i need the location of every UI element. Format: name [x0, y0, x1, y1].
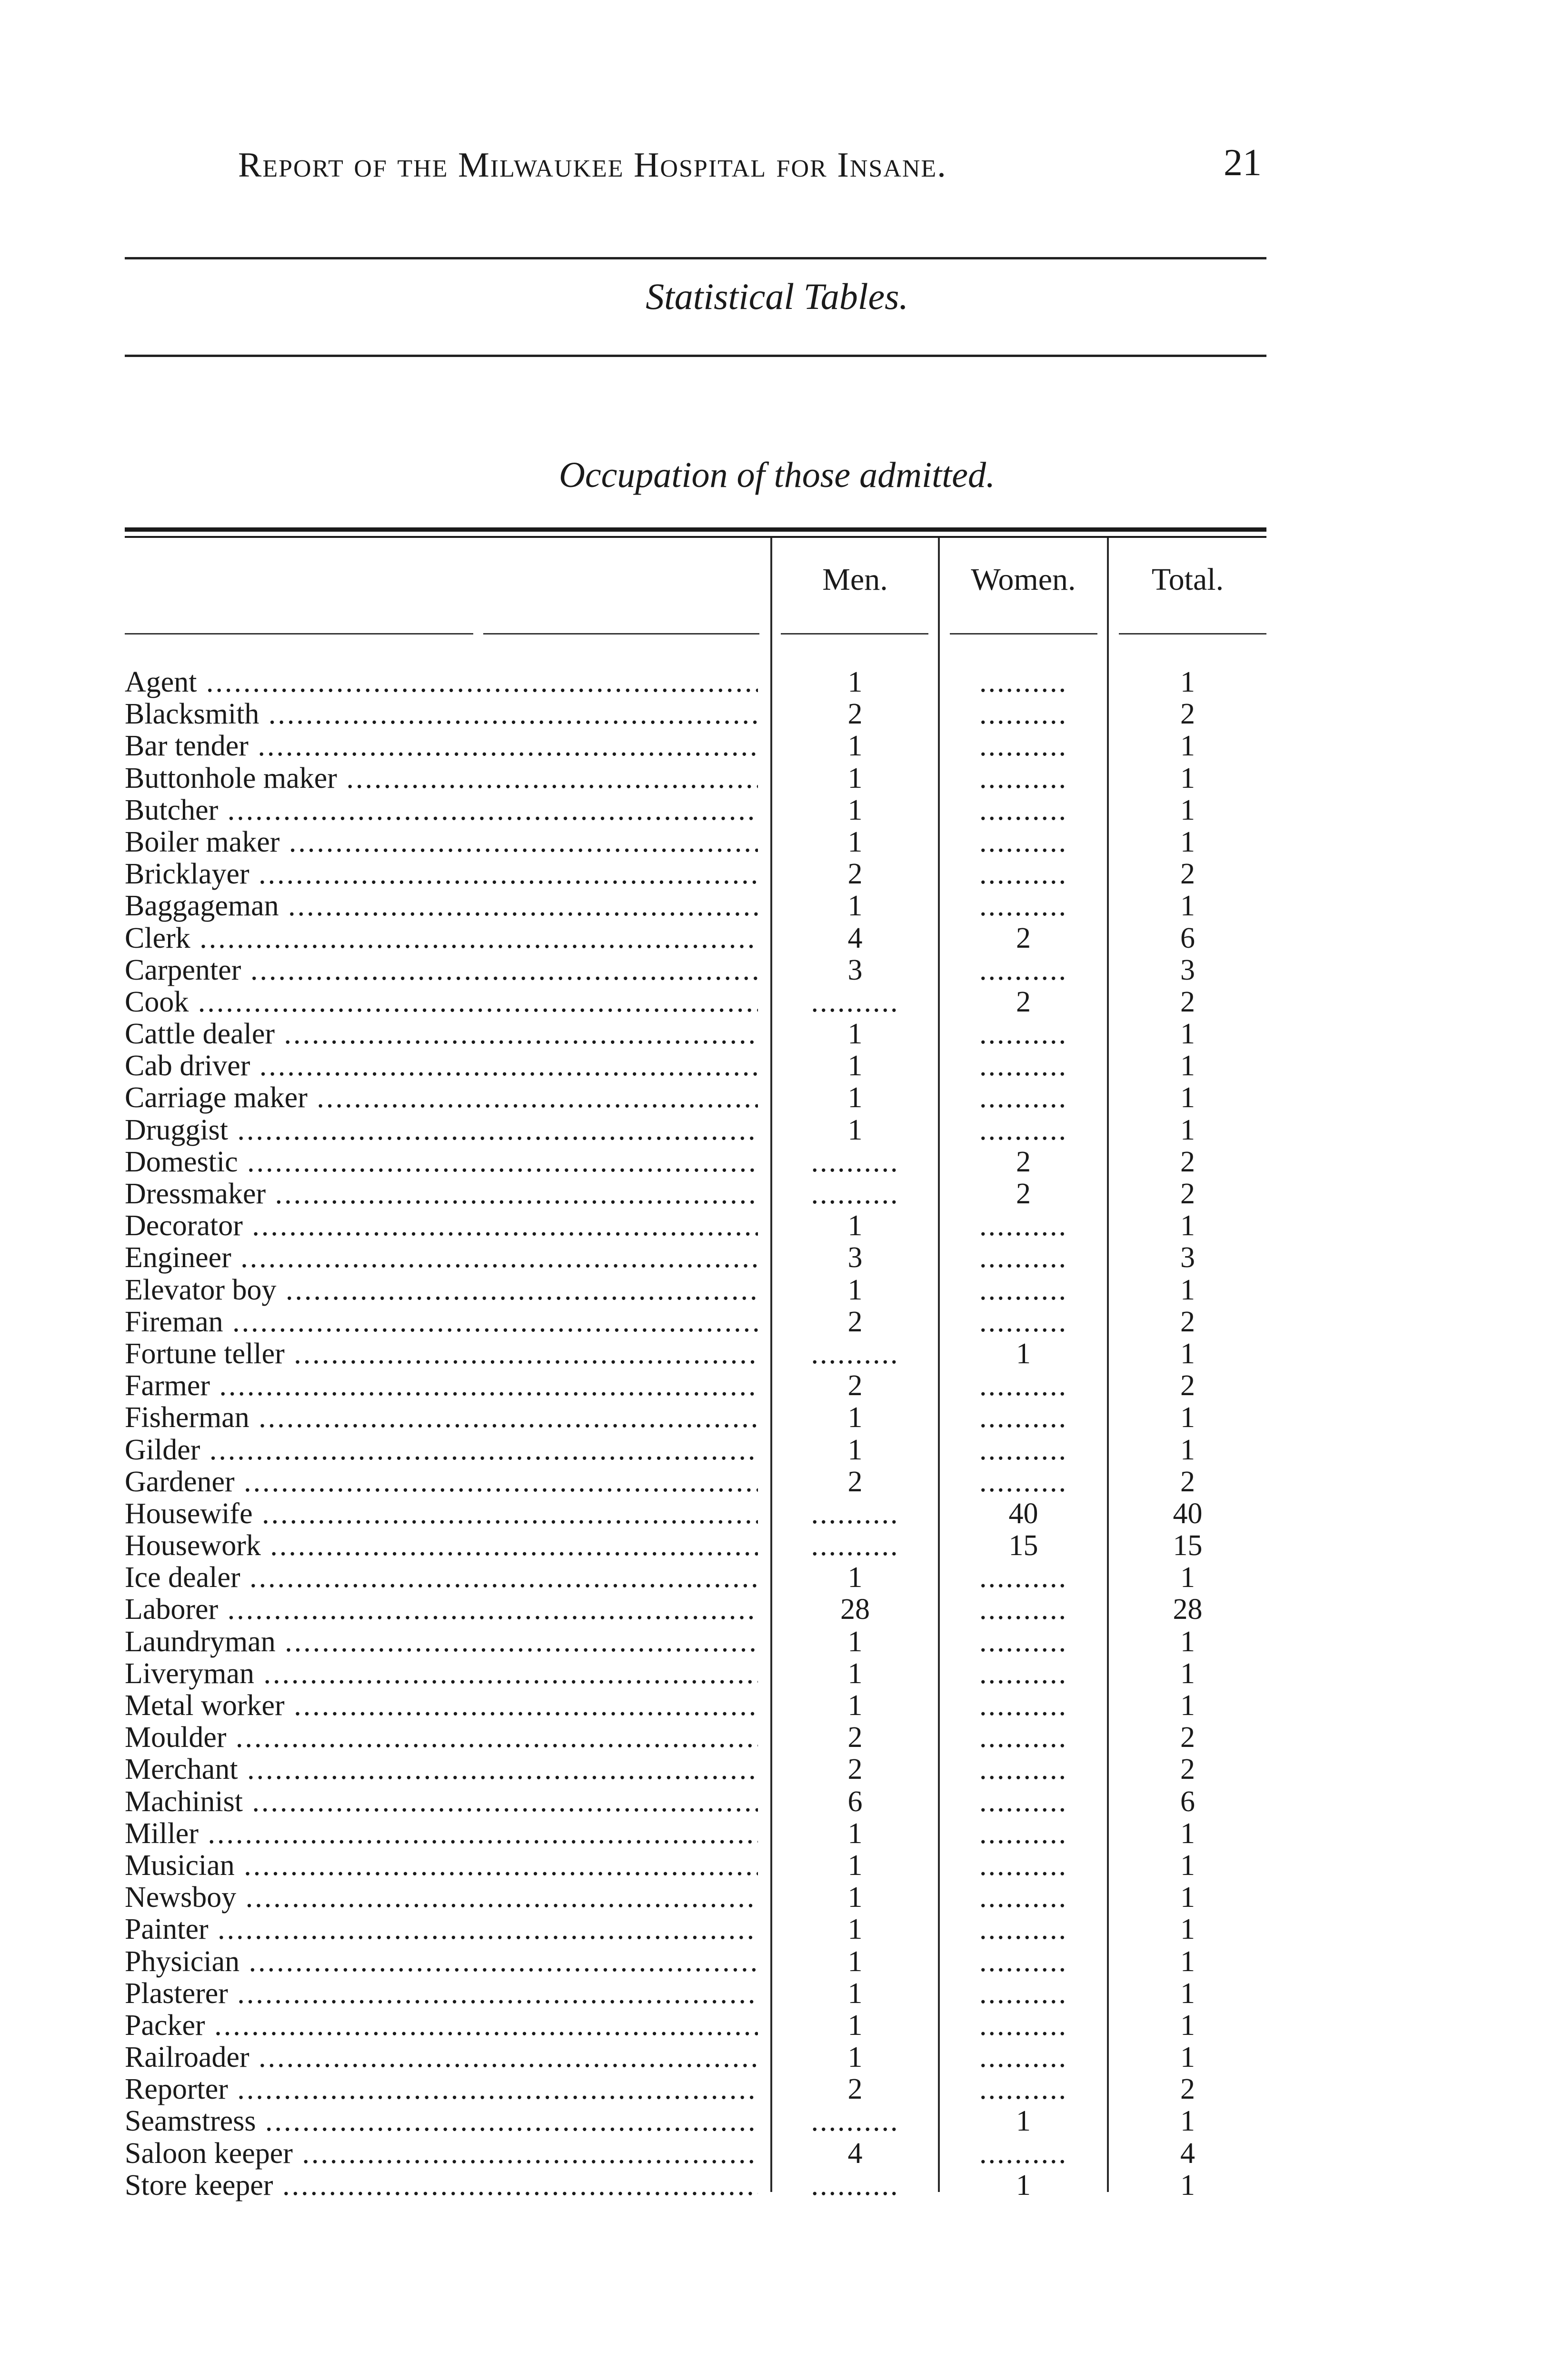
total-count: 1: [1180, 1401, 1195, 1434]
occupation-label: Buttonhole maker .....: [125, 763, 758, 794]
total-count: 1: [1180, 1817, 1195, 1850]
table-row: [125, 1690, 1266, 1722]
total-count: 1: [1180, 1273, 1195, 1306]
men-count: 1: [847, 825, 863, 858]
total-count: 2: [1180, 1178, 1195, 1210]
table-row: [125, 1434, 1266, 1466]
women-empty-cell: ..........: [979, 1849, 1067, 1882]
total-count: 1: [1180, 2105, 1195, 2138]
occupation-label: Laborer .....: [125, 1594, 758, 1626]
occupation-label: Railroader .....: [125, 2042, 758, 2073]
table-row: [125, 763, 1266, 794]
occupation-label: Physician .....: [125, 1946, 758, 1978]
table-row: [125, 1050, 1266, 1082]
women-empty-cell: ..........: [979, 793, 1067, 826]
women-empty-cell: ..........: [979, 1273, 1067, 1306]
total-count: 1: [1180, 1018, 1195, 1051]
women-empty-cell: ..........: [979, 2009, 1067, 2042]
women-empty-cell: ..........: [979, 730, 1067, 763]
women-empty-cell: ..........: [979, 1753, 1067, 1786]
men-count: 2: [847, 1721, 863, 1754]
occupation-label: Fireman .....: [125, 1306, 758, 1338]
occupation-label: Cattle dealer .....: [125, 1018, 758, 1050]
total-count: 1: [1180, 666, 1195, 698]
table-row: [125, 794, 1266, 826]
occupation-label: Fisherman .....: [125, 1402, 758, 1434]
table-row: [125, 730, 1266, 762]
men-count: 2: [847, 1753, 863, 1786]
men-count: 4: [847, 922, 863, 954]
table-row: [125, 1018, 1266, 1050]
men-count: 1: [847, 1401, 863, 1434]
men-empty-cell: ..........: [811, 1497, 899, 1530]
total-count: 1: [1180, 1210, 1195, 1242]
table-row: [125, 698, 1266, 730]
table-row: [125, 2010, 1266, 2042]
total-count: 2: [1180, 1753, 1195, 1786]
column-header-total: Total.: [1151, 562, 1224, 597]
women-empty-cell: ..........: [979, 1625, 1067, 1658]
men-count: 3: [847, 1241, 863, 1274]
men-count: 1: [847, 1689, 863, 1722]
women-count: 2: [1016, 922, 1031, 954]
women-empty-cell: ..........: [979, 666, 1067, 698]
table-row: [125, 1882, 1266, 1914]
table-row: [125, 666, 1266, 698]
occupation-label: Dressmaker .....: [125, 1178, 758, 1210]
occupation-label: Housework .....: [125, 1530, 758, 1562]
total-count: 4: [1180, 2137, 1195, 2170]
total-count: 1: [1180, 1050, 1195, 1082]
men-count: 1: [847, 762, 863, 794]
table-row: [125, 858, 1266, 890]
occupation-label: Boiler maker .....: [125, 826, 758, 858]
men-empty-cell: ..........: [811, 985, 899, 1018]
women-count: 1: [1016, 2105, 1031, 2138]
occupation-label: Newsboy .....: [125, 1882, 758, 1914]
occupation-label: Laundryman .....: [125, 1626, 758, 1658]
women-empty-cell: ..........: [979, 1113, 1067, 1146]
men-count: 2: [847, 2073, 863, 2106]
header-underline: [125, 633, 473, 635]
men-empty-cell: ..........: [811, 1178, 899, 1210]
total-count: 2: [1180, 698, 1195, 731]
occupation-label: Reporter .....: [125, 2073, 758, 2105]
total-count: 1: [1180, 2009, 1195, 2042]
women-count: 40: [1008, 1497, 1038, 1530]
total-count: 1: [1180, 825, 1195, 858]
women-empty-cell: ..........: [979, 825, 1067, 858]
table-row: [125, 1466, 1266, 1498]
table-row: [125, 986, 1266, 1018]
table-row: [125, 1562, 1266, 1594]
men-empty-cell: ..........: [811, 1145, 899, 1178]
table-body: [125, 666, 1266, 2202]
table-row: [125, 1530, 1266, 1562]
women-empty-cell: ..........: [979, 2137, 1067, 2170]
table-row: [125, 1626, 1266, 1658]
table-row: [125, 1498, 1266, 1530]
men-count: 1: [847, 1081, 863, 1114]
occupation-label: Carriage maker .....: [125, 1082, 758, 1114]
occupation-label: Store keeper .....: [125, 2170, 758, 2202]
occupation-label: Cab driver .....: [125, 1050, 758, 1082]
total-count: 3: [1180, 953, 1195, 986]
occupation-label: Decorator .....: [125, 1210, 758, 1242]
men-count: 1: [847, 730, 863, 763]
occupation-label: Saloon keeper .....: [125, 2138, 758, 2170]
occupation-label: Engineer .....: [125, 1242, 758, 1274]
total-count: 1: [1180, 1913, 1195, 1946]
occupation-label: Bricklayer .....: [125, 858, 758, 890]
table-row: [125, 2073, 1266, 2105]
women-count: 1: [1016, 2169, 1031, 2202]
occupation-label: Agent .....: [125, 666, 758, 698]
total-count: 1: [1180, 1561, 1195, 1594]
occupation-label: Moulder .....: [125, 1722, 758, 1754]
women-empty-cell: ..........: [979, 1721, 1067, 1754]
men-count: 1: [847, 1817, 863, 1850]
total-count: 2: [1180, 2073, 1195, 2106]
men-empty-cell: ..........: [811, 1529, 899, 1562]
women-empty-cell: ..........: [979, 1369, 1067, 1402]
men-count: 1: [847, 1050, 863, 1082]
table-row: [125, 1274, 1266, 1306]
total-count: 2: [1180, 1369, 1195, 1402]
occupation-label: Domestic .....: [125, 1146, 758, 1178]
table-row: [125, 1658, 1266, 1690]
occupation-label: Baggageman .....: [125, 890, 758, 922]
women-empty-cell: ..........: [979, 1977, 1067, 2010]
table-row: [125, 1402, 1266, 1434]
table-row: [125, 1146, 1266, 1178]
occupation-label: Musician .....: [125, 1850, 758, 1882]
occupation-label: Machinist .....: [125, 1786, 758, 1818]
occupation-label: Butcher .....: [125, 794, 758, 826]
total-count: 1: [1180, 1689, 1195, 1722]
men-count: 28: [840, 1593, 870, 1626]
total-count: 1: [1180, 793, 1195, 826]
occupation-label: Blacksmith .....: [125, 698, 758, 730]
men-count: 2: [847, 1465, 863, 1498]
occupation-label: Ice dealer .....: [125, 1562, 758, 1594]
occupation-label: Elevator boy .....: [125, 1274, 758, 1306]
occupation-label: Carpenter .....: [125, 954, 758, 986]
header-underline: [483, 633, 759, 635]
women-empty-cell: ..........: [979, 1465, 1067, 1498]
total-count: 6: [1180, 1785, 1195, 1818]
total-count: 2: [1180, 1305, 1195, 1338]
men-count: 1: [847, 890, 863, 922]
table-row: [125, 2105, 1266, 2137]
total-count: 1: [1180, 2169, 1195, 2202]
table-row: [125, 1818, 1266, 1850]
women-empty-cell: ..........: [979, 1945, 1067, 1978]
women-empty-cell: ..........: [979, 1785, 1067, 1818]
men-count: 2: [847, 1369, 863, 1402]
table-row: [125, 1178, 1266, 1210]
table-row: [125, 1978, 1266, 2010]
table-row: [125, 1242, 1266, 1274]
occupation-label: Fortune teller .....: [125, 1338, 758, 1370]
occupation-label: Merchant .....: [125, 1754, 758, 1785]
women-empty-cell: ..........: [979, 1561, 1067, 1594]
total-count: 3: [1180, 1241, 1195, 1274]
table-row: [125, 1306, 1266, 1338]
total-count: 2: [1180, 1145, 1195, 1178]
men-count: 3: [847, 953, 863, 986]
men-count: 1: [847, 1625, 863, 1658]
occupation-label: Cook .....: [125, 986, 758, 1018]
occupation-label: Gardener .....: [125, 1466, 758, 1498]
header-rule: [125, 257, 1266, 259]
total-count: 1: [1180, 1113, 1195, 1146]
table-row: [125, 1370, 1266, 1402]
running-head: Report of the Milwaukee Hospital for Insane.: [238, 146, 947, 185]
header-underline: [950, 633, 1097, 635]
men-count: 1: [847, 1210, 863, 1242]
total-count: 15: [1173, 1529, 1203, 1562]
total-count: 1: [1180, 1337, 1195, 1370]
men-count: 1: [847, 666, 863, 698]
men-count: 2: [847, 698, 863, 731]
table-row: [125, 1114, 1266, 1146]
occupation-label: Bar tender .....: [125, 730, 758, 762]
men-count: 1: [847, 1433, 863, 1466]
women-empty-cell: ..........: [979, 1241, 1067, 1274]
men-empty-cell: ..........: [811, 2169, 899, 2202]
total-count: 1: [1180, 1849, 1195, 1882]
men-count: 2: [847, 858, 863, 891]
total-count: 1: [1180, 1433, 1195, 1466]
women-empty-cell: ..........: [979, 1018, 1067, 1051]
table-row: [125, 1338, 1266, 1370]
women-count: 15: [1008, 1529, 1038, 1562]
total-count: 1: [1180, 890, 1195, 922]
table-row: [125, 1914, 1266, 1945]
column-header-men: Men.: [822, 562, 888, 597]
table-row: [125, 2170, 1266, 2202]
section-rule: [125, 355, 1266, 357]
women-empty-cell: ..........: [979, 1593, 1067, 1626]
women-empty-cell: ..........: [979, 698, 1067, 731]
total-count: 1: [1180, 1977, 1195, 2010]
column-header-women: Women.: [971, 562, 1076, 597]
women-empty-cell: ..........: [979, 1305, 1067, 1338]
men-count: 6: [847, 1785, 863, 1818]
occupation-label: Miller .....: [125, 1818, 758, 1850]
women-count: 2: [1016, 1145, 1031, 1178]
table-row: [125, 2042, 1266, 2073]
table-row: [125, 826, 1266, 858]
table-row: [125, 1082, 1266, 1114]
total-count: 1: [1180, 1945, 1195, 1978]
women-empty-cell: ..........: [979, 858, 1067, 891]
men-count: 1: [847, 2041, 863, 2074]
men-count: 1: [847, 1913, 863, 1946]
occupation-label: Painter .....: [125, 1914, 758, 1945]
table-row: [125, 922, 1266, 954]
women-empty-cell: ..........: [979, 1050, 1067, 1082]
men-count: 1: [847, 1113, 863, 1146]
occupation-label: Metal worker .....: [125, 1690, 758, 1722]
table-title: Occupation of those admitted.: [558, 455, 996, 495]
total-count: 1: [1180, 730, 1195, 763]
table-row: [125, 890, 1266, 922]
occupation-label: Liveryman .....: [125, 1658, 758, 1690]
women-empty-cell: ..........: [979, 1210, 1067, 1242]
table-row: [125, 1722, 1266, 1754]
women-empty-cell: ..........: [979, 1081, 1067, 1114]
women-empty-cell: ..........: [979, 953, 1067, 986]
women-empty-cell: ..........: [979, 762, 1067, 794]
women-empty-cell: ..........: [979, 1689, 1067, 1722]
men-count: 1: [847, 1977, 863, 2010]
total-count: 28: [1173, 1593, 1203, 1626]
occupation-label: Housewife .....: [125, 1498, 758, 1530]
table-row: [125, 1594, 1266, 1626]
table-row: [125, 954, 1266, 986]
section-title: Statistical Tables.: [646, 276, 908, 317]
total-count: 40: [1173, 1497, 1203, 1530]
total-count: 1: [1180, 1657, 1195, 1690]
occupation-label: Packer .....: [125, 2010, 758, 2042]
table-row: [125, 1786, 1266, 1818]
occupation-label: Plasterer .....: [125, 1978, 758, 2010]
women-empty-cell: ..........: [979, 2073, 1067, 2106]
header-underline: [781, 633, 928, 635]
women-count: 2: [1016, 985, 1031, 1018]
page-number: 21: [1224, 142, 1262, 184]
total-count: 1: [1180, 2041, 1195, 2074]
total-count: 6: [1180, 922, 1195, 954]
table-row: [125, 1850, 1266, 1882]
men-count: 1: [847, 1657, 863, 1690]
women-count: 1: [1016, 1337, 1031, 1370]
total-count: 2: [1180, 1465, 1195, 1498]
men-empty-cell: ..........: [811, 2105, 899, 2138]
men-count: 1: [847, 1561, 863, 1594]
header-underline: [1119, 633, 1266, 635]
table-row: [125, 1754, 1266, 1785]
women-empty-cell: ..........: [979, 1913, 1067, 1946]
women-empty-cell: ..........: [979, 1881, 1067, 1914]
women-empty-cell: ..........: [979, 890, 1067, 922]
men-empty-cell: ..........: [811, 1337, 899, 1370]
men-count: 1: [847, 1273, 863, 1306]
total-count: 2: [1180, 985, 1195, 1018]
men-count: 1: [847, 1018, 863, 1051]
women-empty-cell: ..........: [979, 1401, 1067, 1434]
table-row: [125, 1210, 1266, 1242]
page-header: [238, 142, 1262, 198]
occupation-label: Clerk .....: [125, 922, 758, 954]
women-empty-cell: ..........: [979, 1657, 1067, 1690]
men-count: 2: [847, 1305, 863, 1338]
table-row: [125, 1946, 1266, 1978]
women-empty-cell: ..........: [979, 1817, 1067, 1850]
men-count: 1: [847, 1945, 863, 1978]
occupation-label: Seamstress .....: [125, 2105, 758, 2137]
men-count: 1: [847, 793, 863, 826]
total-count: 2: [1180, 858, 1195, 891]
total-count: 1: [1180, 762, 1195, 794]
men-count: 1: [847, 1881, 863, 1914]
table-top-rule-thin: [125, 536, 1266, 538]
women-empty-cell: ..........: [979, 2041, 1067, 2074]
men-count: 1: [847, 1849, 863, 1882]
men-count: 1: [847, 2009, 863, 2042]
total-count: 2: [1180, 1721, 1195, 1754]
total-count: 1: [1180, 1625, 1195, 1658]
women-empty-cell: ..........: [979, 1433, 1067, 1466]
total-count: 1: [1180, 1081, 1195, 1114]
women-count: 2: [1016, 1178, 1031, 1210]
total-count: 1: [1180, 1881, 1195, 1914]
men-count: 4: [847, 2137, 863, 2170]
occupation-label: Druggist .....: [125, 1114, 758, 1146]
occupation-label: Gilder .....: [125, 1434, 758, 1466]
table-top-rule: [125, 527, 1266, 532]
occupation-label: Farmer .....: [125, 1370, 758, 1402]
table-row: [125, 2138, 1266, 2170]
